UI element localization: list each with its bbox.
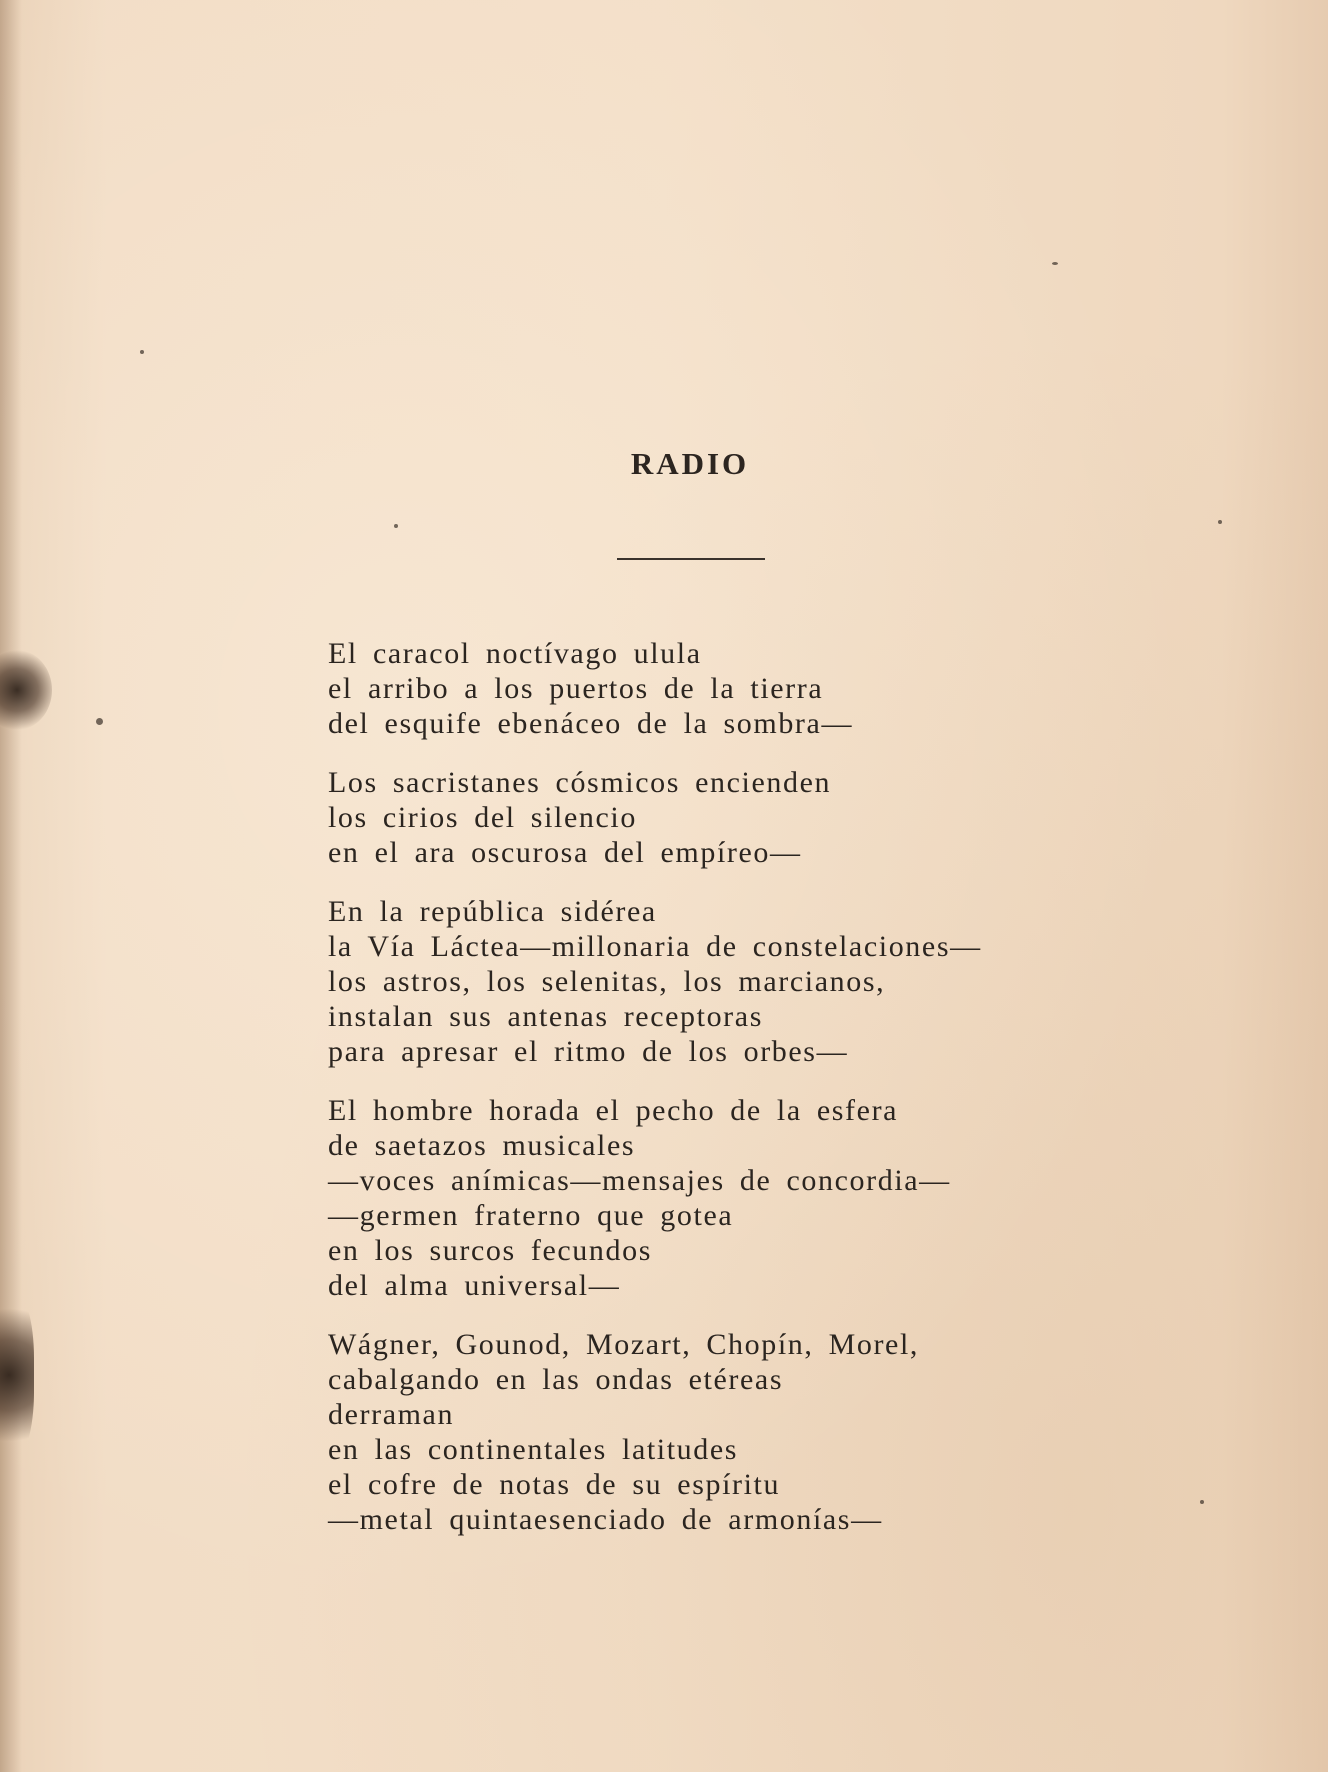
poem-line: los cirios del silencio [328, 801, 637, 834]
poem-line: El caracol noctívago ulula [328, 637, 702, 670]
paper-speck [140, 350, 144, 354]
poem-line: del esquife ebenáceo de la sombra— [328, 707, 854, 740]
poem-line: de saetazos musicales [328, 1129, 636, 1162]
poem-line: —voces anímicas—mensajes de concordia— [328, 1164, 951, 1197]
poem-line: —metal quintaesenciado de armonías— [328, 1503, 883, 1536]
poem-line: Wágner, Gounod, Mozart, Chopín, Morel, [328, 1328, 919, 1361]
binding-stain-upper [0, 650, 52, 730]
page-edge-shadow [0, 0, 22, 1772]
paper-speck [1052, 262, 1058, 265]
poem-line: cabalgando en las ondas etéreas [328, 1363, 784, 1396]
poem-line: en los surcos fecundos [328, 1234, 652, 1267]
paper-speck [96, 718, 103, 725]
poem-title: RADIO [630, 446, 750, 481]
poem-line: los astros, los selenitas, los marcianos, [328, 965, 886, 998]
poem-line: instalan sus antenas receptoras [328, 1000, 763, 1033]
poem-line: en las continentales latitudes [328, 1433, 739, 1466]
poem-line: del alma universal— [328, 1269, 621, 1302]
poem-line: El hombre horada el pecho de la esfera [328, 1094, 899, 1127]
paper-speck [394, 524, 398, 528]
poem-line: el cofre de notas de su espíritu [328, 1468, 781, 1501]
stanza [328, 894, 1228, 1069]
poem-body [328, 636, 1228, 1561]
stanza [328, 765, 1228, 870]
poem-line: Los sacristanes cósmicos encienden [328, 766, 832, 799]
poem-line: la Vía Láctea—millonaria de constelaciones— [328, 930, 982, 963]
stanza [328, 1327, 1228, 1537]
stanza [328, 636, 1228, 741]
poem-line: —germen fraterno que gotea [328, 1199, 734, 1232]
paper-speck [1218, 520, 1222, 524]
poem-line: en el ara oscurosa del empíreo— [328, 836, 802, 869]
poem-line: En la república sidérea [328, 895, 657, 928]
poem-line: para apresar el ritmo de los orbes— [328, 1035, 849, 1068]
binding-stain-lower [0, 1290, 34, 1460]
poem-line: el arribo a los puertos de la tierra [328, 672, 824, 705]
stanza [328, 1093, 1228, 1303]
title-divider [617, 558, 765, 560]
poem-line: derraman [328, 1398, 455, 1431]
